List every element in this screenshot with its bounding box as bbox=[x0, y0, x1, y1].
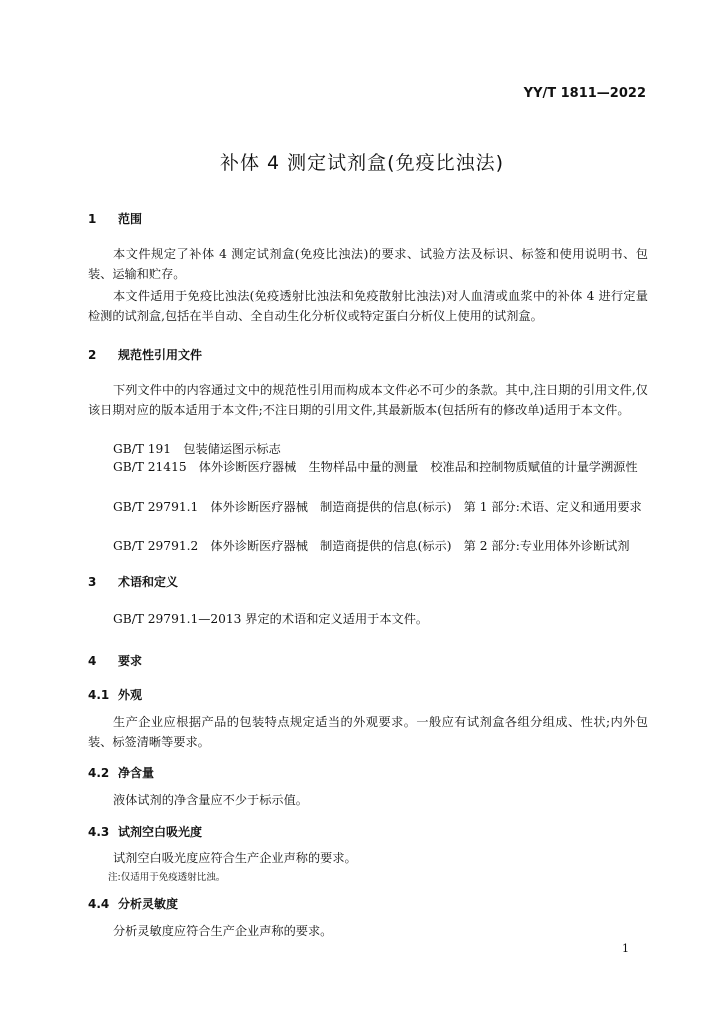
section-3-heading bbox=[88, 573, 178, 590]
standard-number: YY/T 1811—2022 bbox=[523, 86, 646, 101]
section-number: 4.4 bbox=[88, 897, 110, 911]
section-4-1-heading bbox=[88, 686, 142, 703]
section-1-para-2: 本文件适用于免疫比浊法(免疫透射比浊法和免疫散射比浊法)对人血清或血浆中的补体 4 进行定量检测的试剂盒,包括在半自动、全自动生化分析仪或特定蛋白分析仪上使用的试剂盒。 bbox=[88, 289, 648, 323]
section-1-para-1: 本文件规定了补体 4 测定试剂盒(免疫比浊法)的要求、试验方法及标识、标签和使用说明书、包装、运输和贮存。 bbox=[88, 247, 648, 281]
section-number: 4.2 bbox=[88, 766, 110, 780]
document-title: 补体 4 测定试剂盒(免疫比浊法) bbox=[220, 152, 504, 174]
reference-gbt29791-2: GB/T 29791.2 体外诊断医疗器械 制造商提供的信息(标示) 第 2 部分:专业用体外诊断试剂 bbox=[113, 539, 630, 553]
section-3-para-1: GB/T 29791.1—2013 界定的术语和定义适用于本文件。 bbox=[113, 612, 429, 626]
section-4-4-para-1: 分析灵敏度应符合生产企业声称的要求。 bbox=[113, 924, 333, 938]
section-2-para-1: 下列文件中的内容通过文中的规范性引用而构成本文件必不可少的条款。其中,注日期的引用文件,仅该日期对应的版本适用于本文件;不注日期的引用文件,其最新版本(包括所有的修改单)适用于本文件。 bbox=[88, 383, 648, 417]
section-number: 4.3 bbox=[88, 825, 110, 839]
section-1-heading bbox=[88, 210, 142, 227]
reference-gbt21415: GB/T 21415 体外诊断医疗器械 生物样品中量的测量 校准品和控制物质赋值的计量学溯源性 bbox=[113, 460, 638, 474]
section-title: 规范性引用文件 bbox=[118, 348, 203, 362]
section-title: 外观 bbox=[118, 688, 143, 702]
section-4-4-heading bbox=[88, 895, 178, 912]
section-4-2-heading bbox=[88, 764, 154, 781]
page-number: 1 bbox=[622, 942, 629, 955]
note-4-3: 注:仅适用于免疫透射比浊。 bbox=[108, 872, 226, 883]
section-4-heading bbox=[88, 652, 142, 669]
section-number: 4.1 bbox=[88, 688, 110, 702]
section-title: 分析灵敏度 bbox=[118, 897, 179, 911]
section-title: 范围 bbox=[118, 212, 143, 226]
section-4-3-heading bbox=[88, 823, 202, 840]
section-number: 1 bbox=[88, 212, 97, 226]
section-number: 3 bbox=[88, 575, 97, 589]
section-4-3-para-1: 试剂空白吸光度应符合生产企业声称的要求。 bbox=[113, 851, 357, 865]
section-title: 净含量 bbox=[118, 766, 155, 780]
reference-gbt191: GB/T 191 包装储运图示标志 bbox=[113, 442, 281, 456]
section-2-heading bbox=[88, 346, 202, 363]
section-number: 4 bbox=[88, 654, 97, 668]
section-4-1-para-1: 生产企业应根据产品的包装特点规定适当的外观要求。一般应有试剂盒各组分组成、性状;内外包装、标签清晰等要求。 bbox=[88, 715, 648, 749]
section-number: 2 bbox=[88, 348, 97, 362]
section-title: 术语和定义 bbox=[118, 575, 179, 589]
section-title: 试剂空白吸光度 bbox=[118, 825, 203, 839]
section-title: 要求 bbox=[118, 654, 143, 668]
reference-gbt29791-1: GB/T 29791.1 体外诊断医疗器械 制造商提供的信息(标示) 第 1 部分:术语、定义和通用要求 bbox=[113, 500, 642, 514]
section-4-2-para-1: 液体试剂的净含量应不少于标示值。 bbox=[113, 793, 308, 807]
